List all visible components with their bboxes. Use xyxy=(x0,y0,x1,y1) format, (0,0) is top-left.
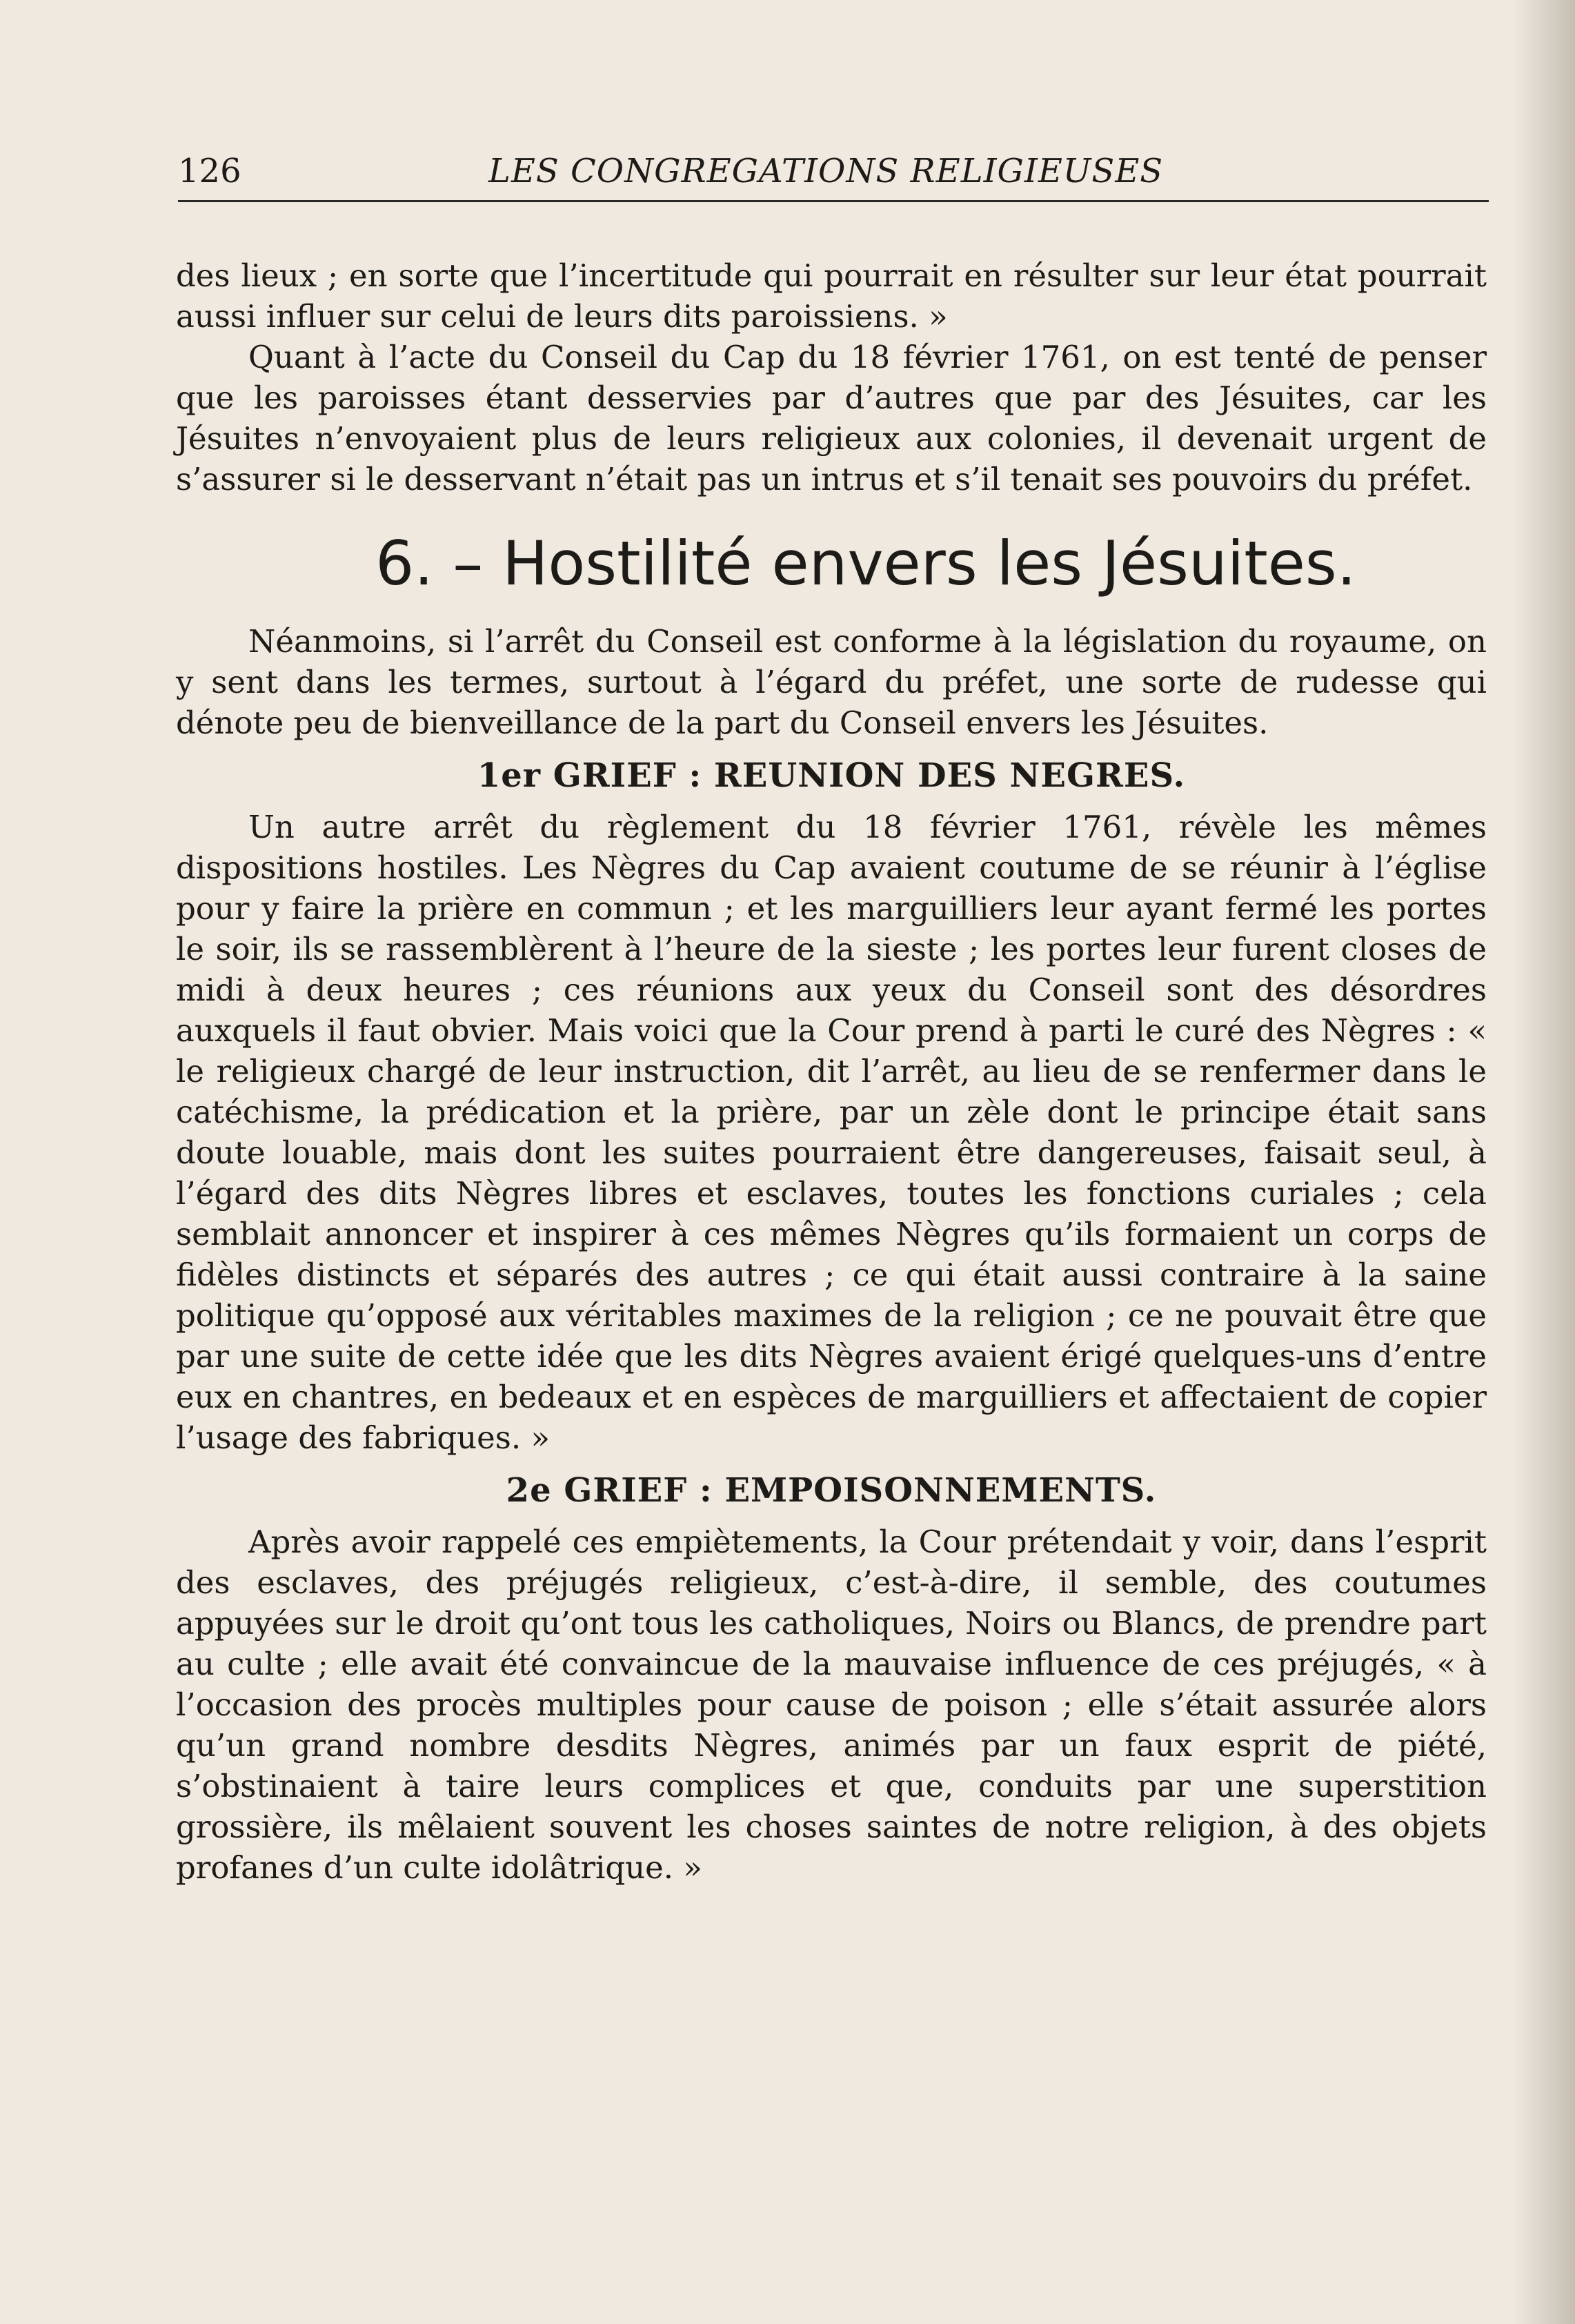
header-rule xyxy=(178,200,1489,202)
page-number: 126 xyxy=(178,152,241,190)
running-title: LES CONGREGATIONS RELIGIEUSES xyxy=(488,152,1164,190)
paragraph-empoisonnements: Après avoir rappelé ces empiètements, la Cour prétendait y voir, dans l’esprit des esclaves, des préjugés religieux, c’est-à-dire, il semble, des coutumes appuyées sur le droit qu’ont tous les catholiques, Noirs ou Blancs, de prendre part au culte ; elle avait été convaincue de la mauvaise influence de ces préjugés, « à l’occasion des procès multiples pour cause de poison ; elle s’était assurée alors qu’un grand nombre desdits Nègres, animés par un faux esprit de piété, s’obstinaient à taire leurs complices et que, conduits par une superstition grossière, ils mêlaient souvent les choses saintes de notre religion, à des objets profanes d’un culte idolâtrique. » xyxy=(176,1524,1487,1886)
page-body xyxy=(176,255,1487,1888)
paragraph-neanmoins: Néanmoins, si l’arrêt du Conseil est conforme à la législation du royaume, on y sent dans les termes, surtout à l’égard du préfet, une sorte de rudesse qui dénote peu de bienveillance de la part du Conseil envers les Jésuites. xyxy=(176,623,1487,741)
page-edge-shadow xyxy=(1513,0,1575,2324)
paragraph-acte-conseil: Quant à l’acte du Conseil du Cap du 18 février 1761, on est tenté de penser que les paroisses étant desservies par d’autres que par des Jésuites, car les Jésuites n’envoyaient plus de leurs religieux aux colonies, il devenait urgent de s’assurer si le desservant n’était pas un intrus et s’il tenait ses pouvoirs du préfet. xyxy=(176,339,1487,498)
paragraph-continued: des lieux ; en sorte que l’incertitude qui pourrait en résulter sur leur état pourrait aussi influer sur celui de leurs dits paroissiens. » xyxy=(176,257,1487,335)
grief-1-heading: 1er GRIEF : REUNION DES NEGRES. xyxy=(477,756,1186,795)
page-header xyxy=(178,150,1489,199)
paragraph-reunion-negres: Un autre arrêt du règlement du 18 février 1761, révèle les mêmes dispositions hostiles. Les Nègres du Cap avaient coutume de se réunir à l’église pour y faire la prière en commun ; et les marguilliers leur ayant fermé les portes le soir, ils se rassemblèrent à l’heure de la sieste ; les portes leur furent closes de midi à deux heures ; ces réunions aux yeux du Conseil sont des désordres auxquels il faut obvier. Mais voici que la Cour prend à parti le curé des Nègres : « le religieux chargé de leur instruction, dit l’arrêt, au lieu de se renfermer dans le catéchisme, la prédication et la prière, par un zèle dont le principe était sans doute louable, mais dont les suites pourraient être dangereuses, faisait seul, à l’égard des dits Nègres libres et esclaves, toutes les fonctions curiales ; cela semblait annoncer et inspirer à ces mêmes Nègres qu’ils formaient un corps de fidèles distincts et séparés des autres ; ce qui était aussi contraire à la saine politique qu’opposé aux véritables maximes de la religion ; ce ne pouvait être que par une suite de cette idée que les dits Nègres avaient érigé quelques-uns d’entre eux en chantres, en bedeaux et en espèces de marguilliers et affectaient de copier l’usage des fabriques. » xyxy=(176,809,1487,1456)
section-heading: 6. – Hostilité envers les Jésuites. xyxy=(375,528,1356,599)
grief-2-heading: 2e GRIEF : EMPOISONNEMENTS. xyxy=(506,1471,1157,1510)
